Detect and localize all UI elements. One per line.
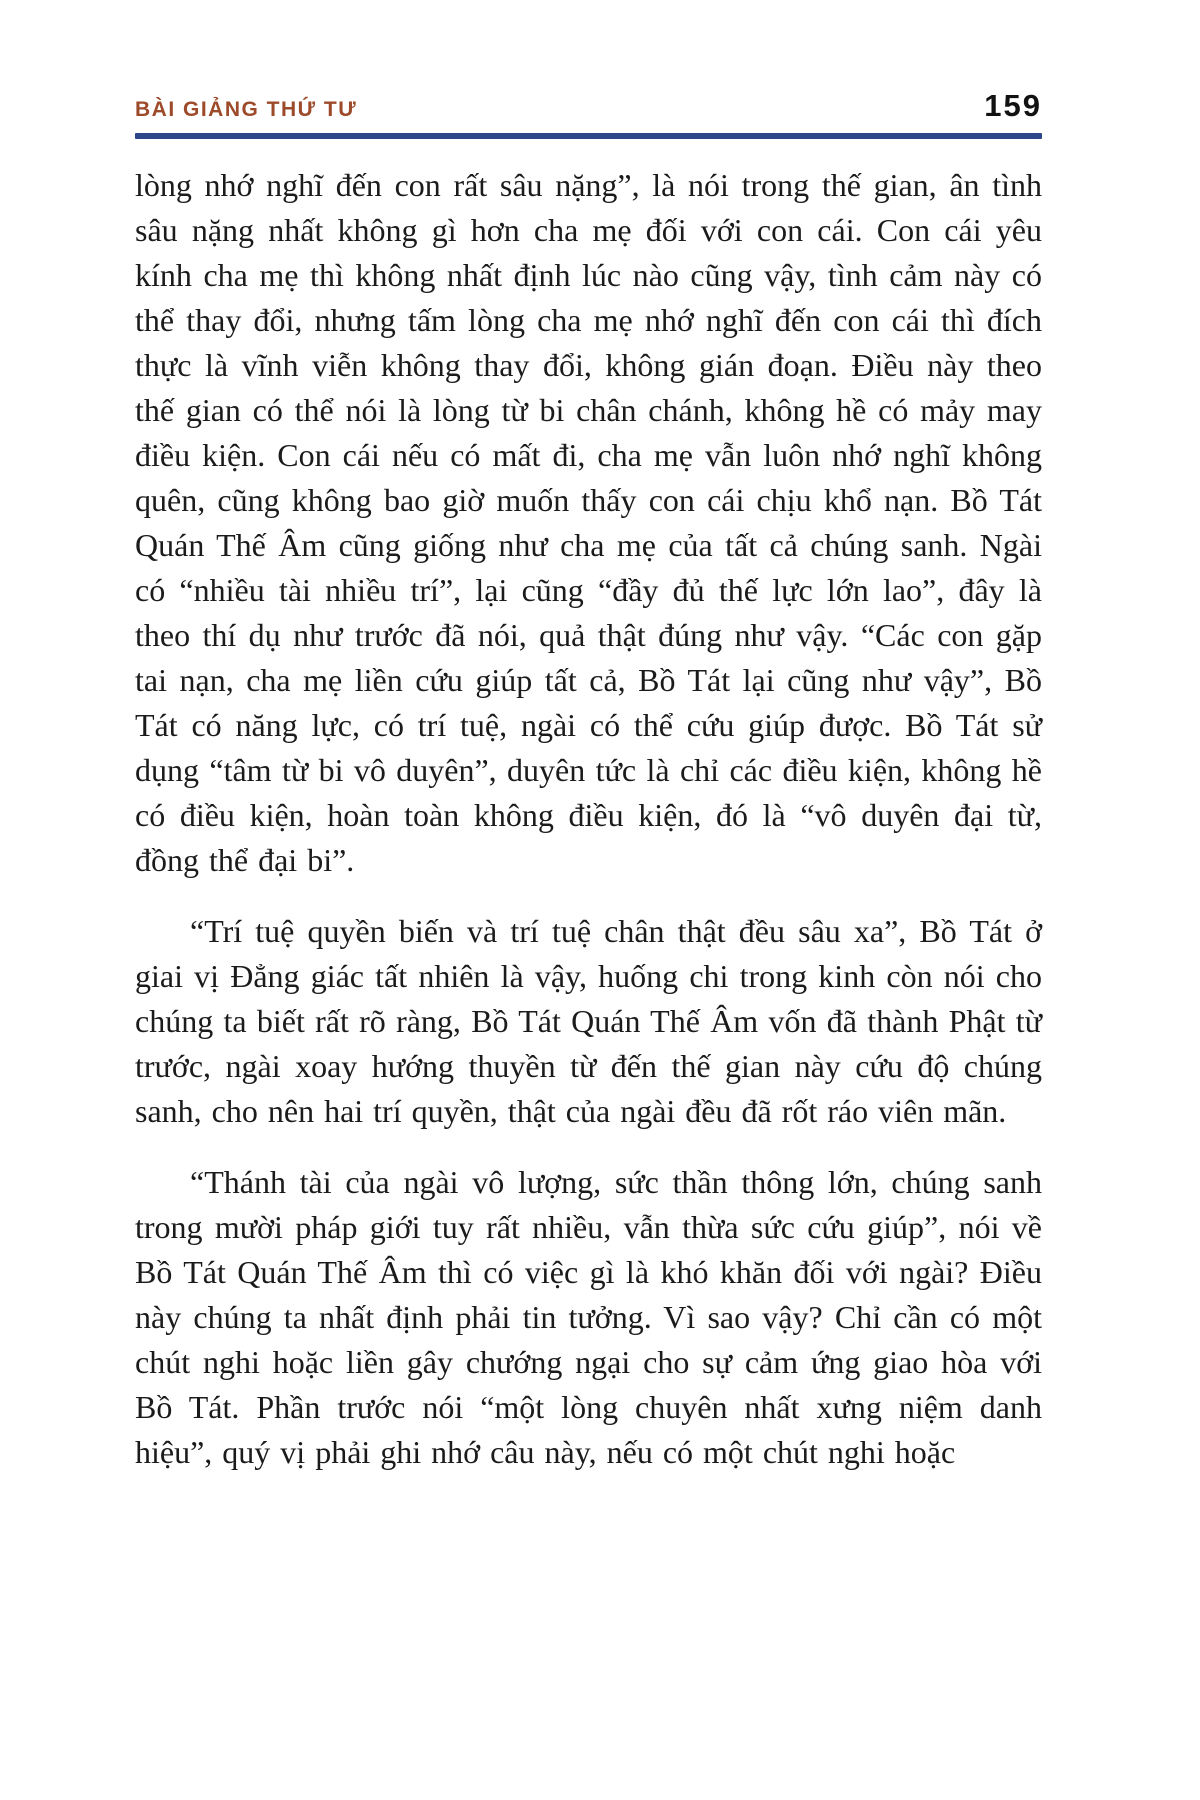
page-number: 159 [984, 88, 1042, 123]
page-header [135, 88, 1042, 139]
running-header-title: BÀI GIẢNG THỨ TƯ [135, 98, 358, 121]
page-content [135, 88, 1042, 1501]
paragraph-3: “Thánh tài của ngài vô lượng, sức thần thông lớn, chúng sanh trong mười pháp giới tuy rất nhiều, vẫn thừa sức cứu giúp”, nói về Bồ Tát Quán Thế Âm thì có việc gì là khó khăn đối với ngài? Điều này chúng ta nhất định phải tin tưởng. Vì sao vậy? Chỉ cần có một chút nghi hoặc liền gây chướng ngại cho sự cảm ứng giao hòa với Bồ Tát. Phần trước nói “một lòng chuyên nhất xưng niệm danh hiệu”, quý vị phải ghi nhớ câu này, nếu có một chút nghi hoặc [135, 1164, 1042, 1470]
body-text [135, 163, 1042, 1475]
header-row [135, 88, 1042, 124]
header-rule-divider [135, 133, 1042, 139]
paragraph-2: “Trí tuệ quyền biến và trí tuệ chân thật đều sâu xa”, Bồ Tát ở giai vị Đẳng giác tất nhiên là vậy, huống chi trong kinh còn nói cho chúng ta biết rất rõ ràng, Bồ Tát Quán Thế Âm vốn đã thành Phật từ trước, ngài xoay hướng thuyền từ đến thế gian này cứu độ chúng sanh, cho nên hai trí quyền, thật của ngài đều đã rốt ráo viên mãn. [135, 913, 1042, 1129]
paragraph-1: lòng nhớ nghĩ đến con rất sâu nặng”, là nói trong thế gian, ân tình sâu nặng nhất không gì hơn cha mẹ đối với con cái. Con cái yêu kính cha mẹ thì không nhất định lúc nào cũng vậy, tình cảm này có thể thay đổi, nhưng tấm lòng cha mẹ nhớ nghĩ đến con cái thì đích thực là vĩnh viễn không thay đổi, không gián đoạn. Điều này theo thế gian có thể nói là lòng từ bi chân chánh, không hề có mảy may điều kiện. Con cái nếu có mất đi, cha mẹ vẫn luôn nhớ nghĩ không quên, cũng không bao giờ muốn thấy con cái chịu khổ nạn. Bồ Tát Quán Thế Âm cũng giống như cha mẹ của tất cả chúng sanh. Ngài có “nhiều tài nhiều trí”, lại cũng “đầy đủ thế lực lớn lao”, đây là theo thí dụ như trước đã nói, quả thật đúng như vậy. “Các con gặp tai nạn, cha mẹ liền cứu giúp tất cả, Bồ Tát lại cũng như vậy”, Bồ Tát có năng lực, có trí tuệ, ngài có thể cứu giúp được. Bồ Tát sử dụng “tâm từ bi vô duyên”, duyên tức là chỉ các điều kiện, không hề có điều kiện, hoàn toàn không điều kiện, đó là “vô duyên đại từ, đồng thể đại bi”. [135, 167, 1042, 878]
